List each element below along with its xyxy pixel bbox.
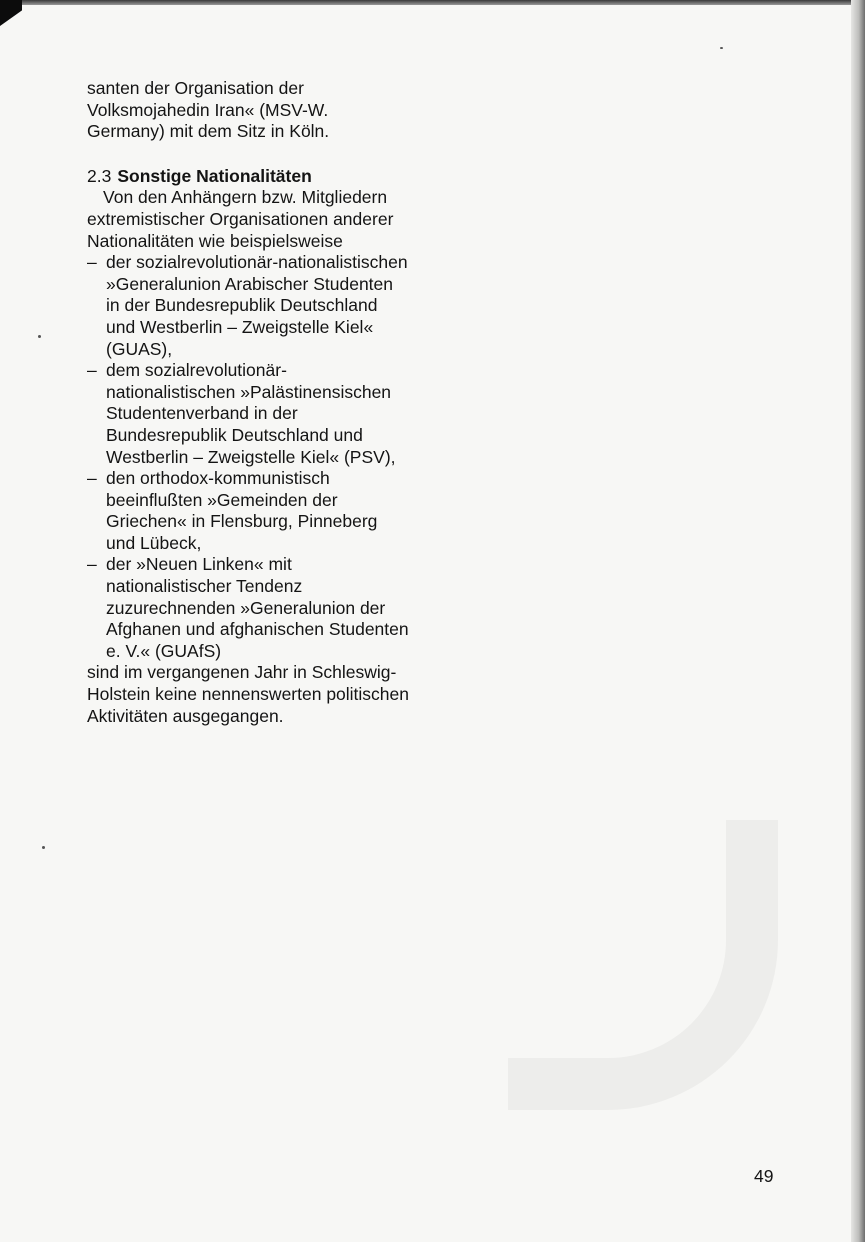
list-item-text: den orthodox-kommunistisch beeinflußten »Gemeinden der Griechen« in Flensburg, Pinneberg und Lübeck, [106,468,378,553]
closing-paragraph: sind im vergangenen Jahr in Schleswig-Holstein keine nennenswerten politischen Aktivitäten ausgegangen. [87,662,410,726]
scan-speck [720,47,723,49]
text-column [87,78,409,727]
scan-corner-shadow [0,0,22,26]
list-item [87,554,409,662]
show-through-shape [508,820,778,1110]
section-heading [87,166,409,188]
list-item [87,468,409,554]
bullet-dash: – [87,554,97,575]
bullet-dash: – [87,360,97,381]
scan-right-edge [851,0,865,1242]
section-number: 2.3 [87,165,112,186]
list-item [87,252,409,360]
intro-paragraph: santen der Organisation der Volksmojahedin Iran« (MSV-W. Germany) mit dem Sitz in Köln. [87,78,330,142]
section-title: Sonstige Nationalitäten [117,165,312,186]
bullet-dash: – [87,468,97,489]
scan-speck [42,846,45,849]
list-item-text: der »Neuen Linken« mit nationalistischer Tendenz zuzurechnenden »Generalunion der Afghanen und afghanischen Studenten e. V.« (GUAfS) [106,554,409,661]
organization-list [87,252,409,662]
list-item-text: dem sozialrevolutionär-nationalistischen »Palästinensischen Studentenverband in der Bundesrepublik Deutschland und Westberlin – Zweigstelle Kiel« (PSV), [106,360,396,467]
page-number: 49 [754,1166,774,1186]
bullet-dash: – [87,252,97,273]
scan-speck [38,335,41,338]
list-item [87,360,409,468]
body-paragraph: Von den Anhängern bzw. Mitgliedern extremistischer Organisationen anderer Nationalitäten wie beispielsweise [87,187,394,251]
scan-top-edge [0,0,865,5]
list-item-text: der sozialrevolutionär-nationalistischen »Generalunion Arabischer Studenten in der Bundesrepublik Deutschland und Westberlin – Zweigstelle Kiel« (GUAS), [106,252,408,359]
